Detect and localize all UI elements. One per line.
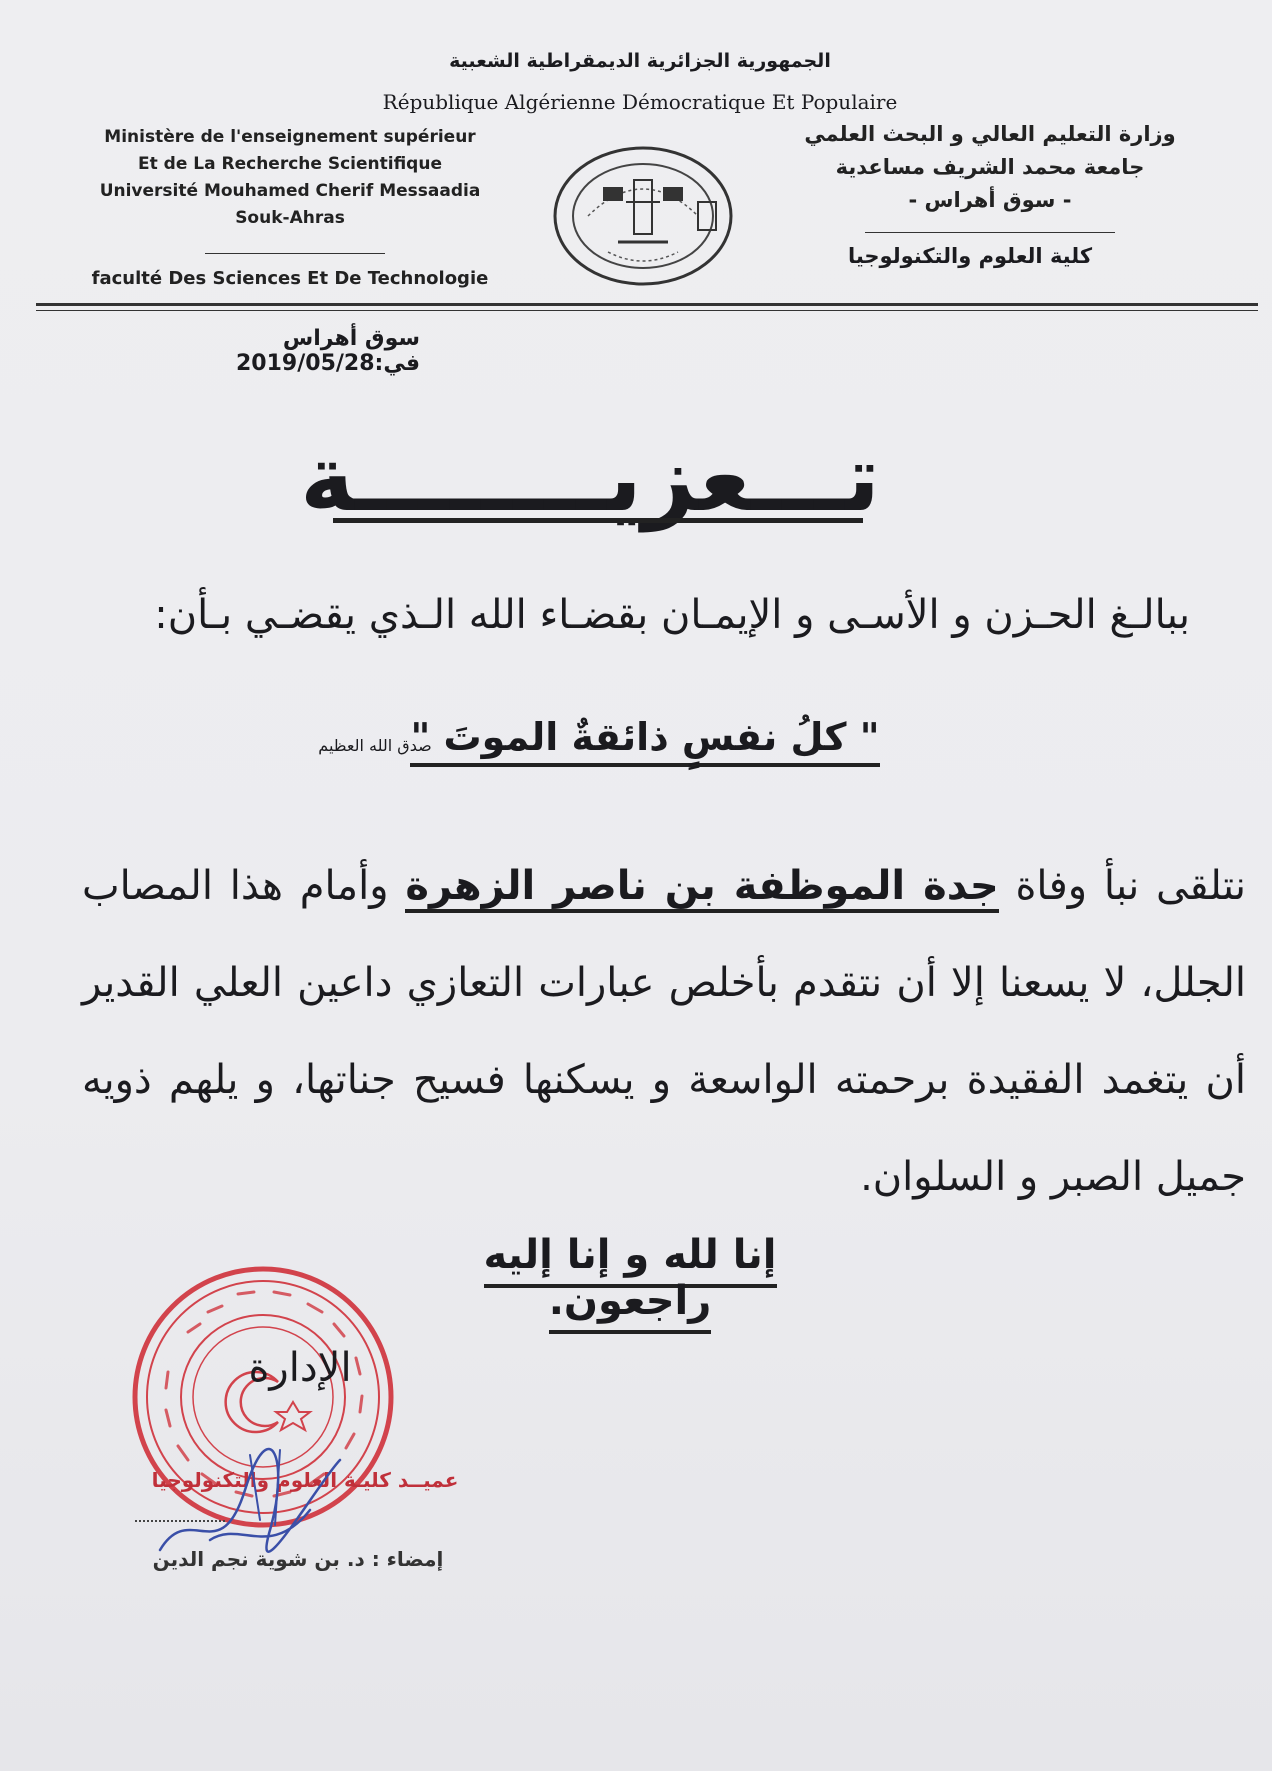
quote-text: " كلُ نفسٍ ذائقةٌ الموتَ " xyxy=(410,715,879,767)
signatory-line: إمضاء : د. بن شوية نجم الدين xyxy=(152,1547,444,1571)
handwritten-signature-icon xyxy=(150,1440,350,1570)
faculty-name-ar: كلية العلوم والتكنولوجيا xyxy=(847,244,1093,268)
ministry-line-ar: وزارة التعليم العالي و البحث العلمي xyxy=(804,122,1176,146)
university-logo-icon xyxy=(548,142,738,290)
university-line-fr: Université Mouhamed Cherif Messaadia xyxy=(99,181,481,201)
deceased-name: جدة الموظفة بن ناصر الزهرة xyxy=(405,863,998,913)
intro-paragraph: ببالـغ الحـزن و الأسـى و الإيمـان بقضـاء الله الـذي يقضـي بـأن: xyxy=(154,592,1190,638)
administration-label: الإدارة xyxy=(248,1345,352,1391)
divider xyxy=(865,232,1115,233)
header-divider xyxy=(36,303,1258,306)
city-line-ar: - سوق أهراس - xyxy=(908,188,1072,212)
main-paragraph xyxy=(82,838,1246,1226)
institution-block-arabic xyxy=(800,118,1180,217)
university-line-ar: جامعة محمد الشريف مساعدية xyxy=(835,155,1145,179)
institution-block-french xyxy=(70,124,510,232)
research-line-fr: Et de La Recherche Scientifique xyxy=(138,154,442,174)
body-part-2: وأمام هذا المصاب الجلل، لا يسعنا إلا أن نتقدم بأخلص عبارات التعازي داعين العلي القدير أن يتغمد الفقيدة برحمته الواسعة و يسكنها فسيح جناتها، و يلهم ذويه جميل الصبر و السلوان. xyxy=(82,863,1246,1200)
closing-text: إنا لله و إنا إليه راجعون. xyxy=(484,1232,777,1334)
city-line-fr: Souk-Ahras xyxy=(235,208,345,228)
body-part-1: نتلقى نبأ وفاة xyxy=(1015,863,1247,909)
republic-name-french: République Algérienne Démocratique Et Populaire xyxy=(382,90,898,114)
quran-quote xyxy=(410,715,880,759)
header-divider xyxy=(36,310,1258,311)
quote-source: صدق الله العظيم xyxy=(318,736,432,755)
closing-verse xyxy=(400,1232,860,1324)
title-underline xyxy=(333,518,863,523)
divider xyxy=(205,253,385,254)
page-title: تـــعزيــــــــة xyxy=(300,425,880,532)
dean-line: عميــد كليـة العلوم والتكنولوجيا xyxy=(151,1468,459,1492)
republic-name-arabic: الجمهورية الجزائرية الديمقراطية الشعبية xyxy=(449,50,831,72)
date-line: سوق أهراس في:2019/05/28 xyxy=(236,326,420,376)
faculty-name-fr: faculté Des Sciences Et De Technologie xyxy=(91,268,489,289)
ministry-line-fr: Ministère de l'enseignement supérieur xyxy=(104,127,476,147)
